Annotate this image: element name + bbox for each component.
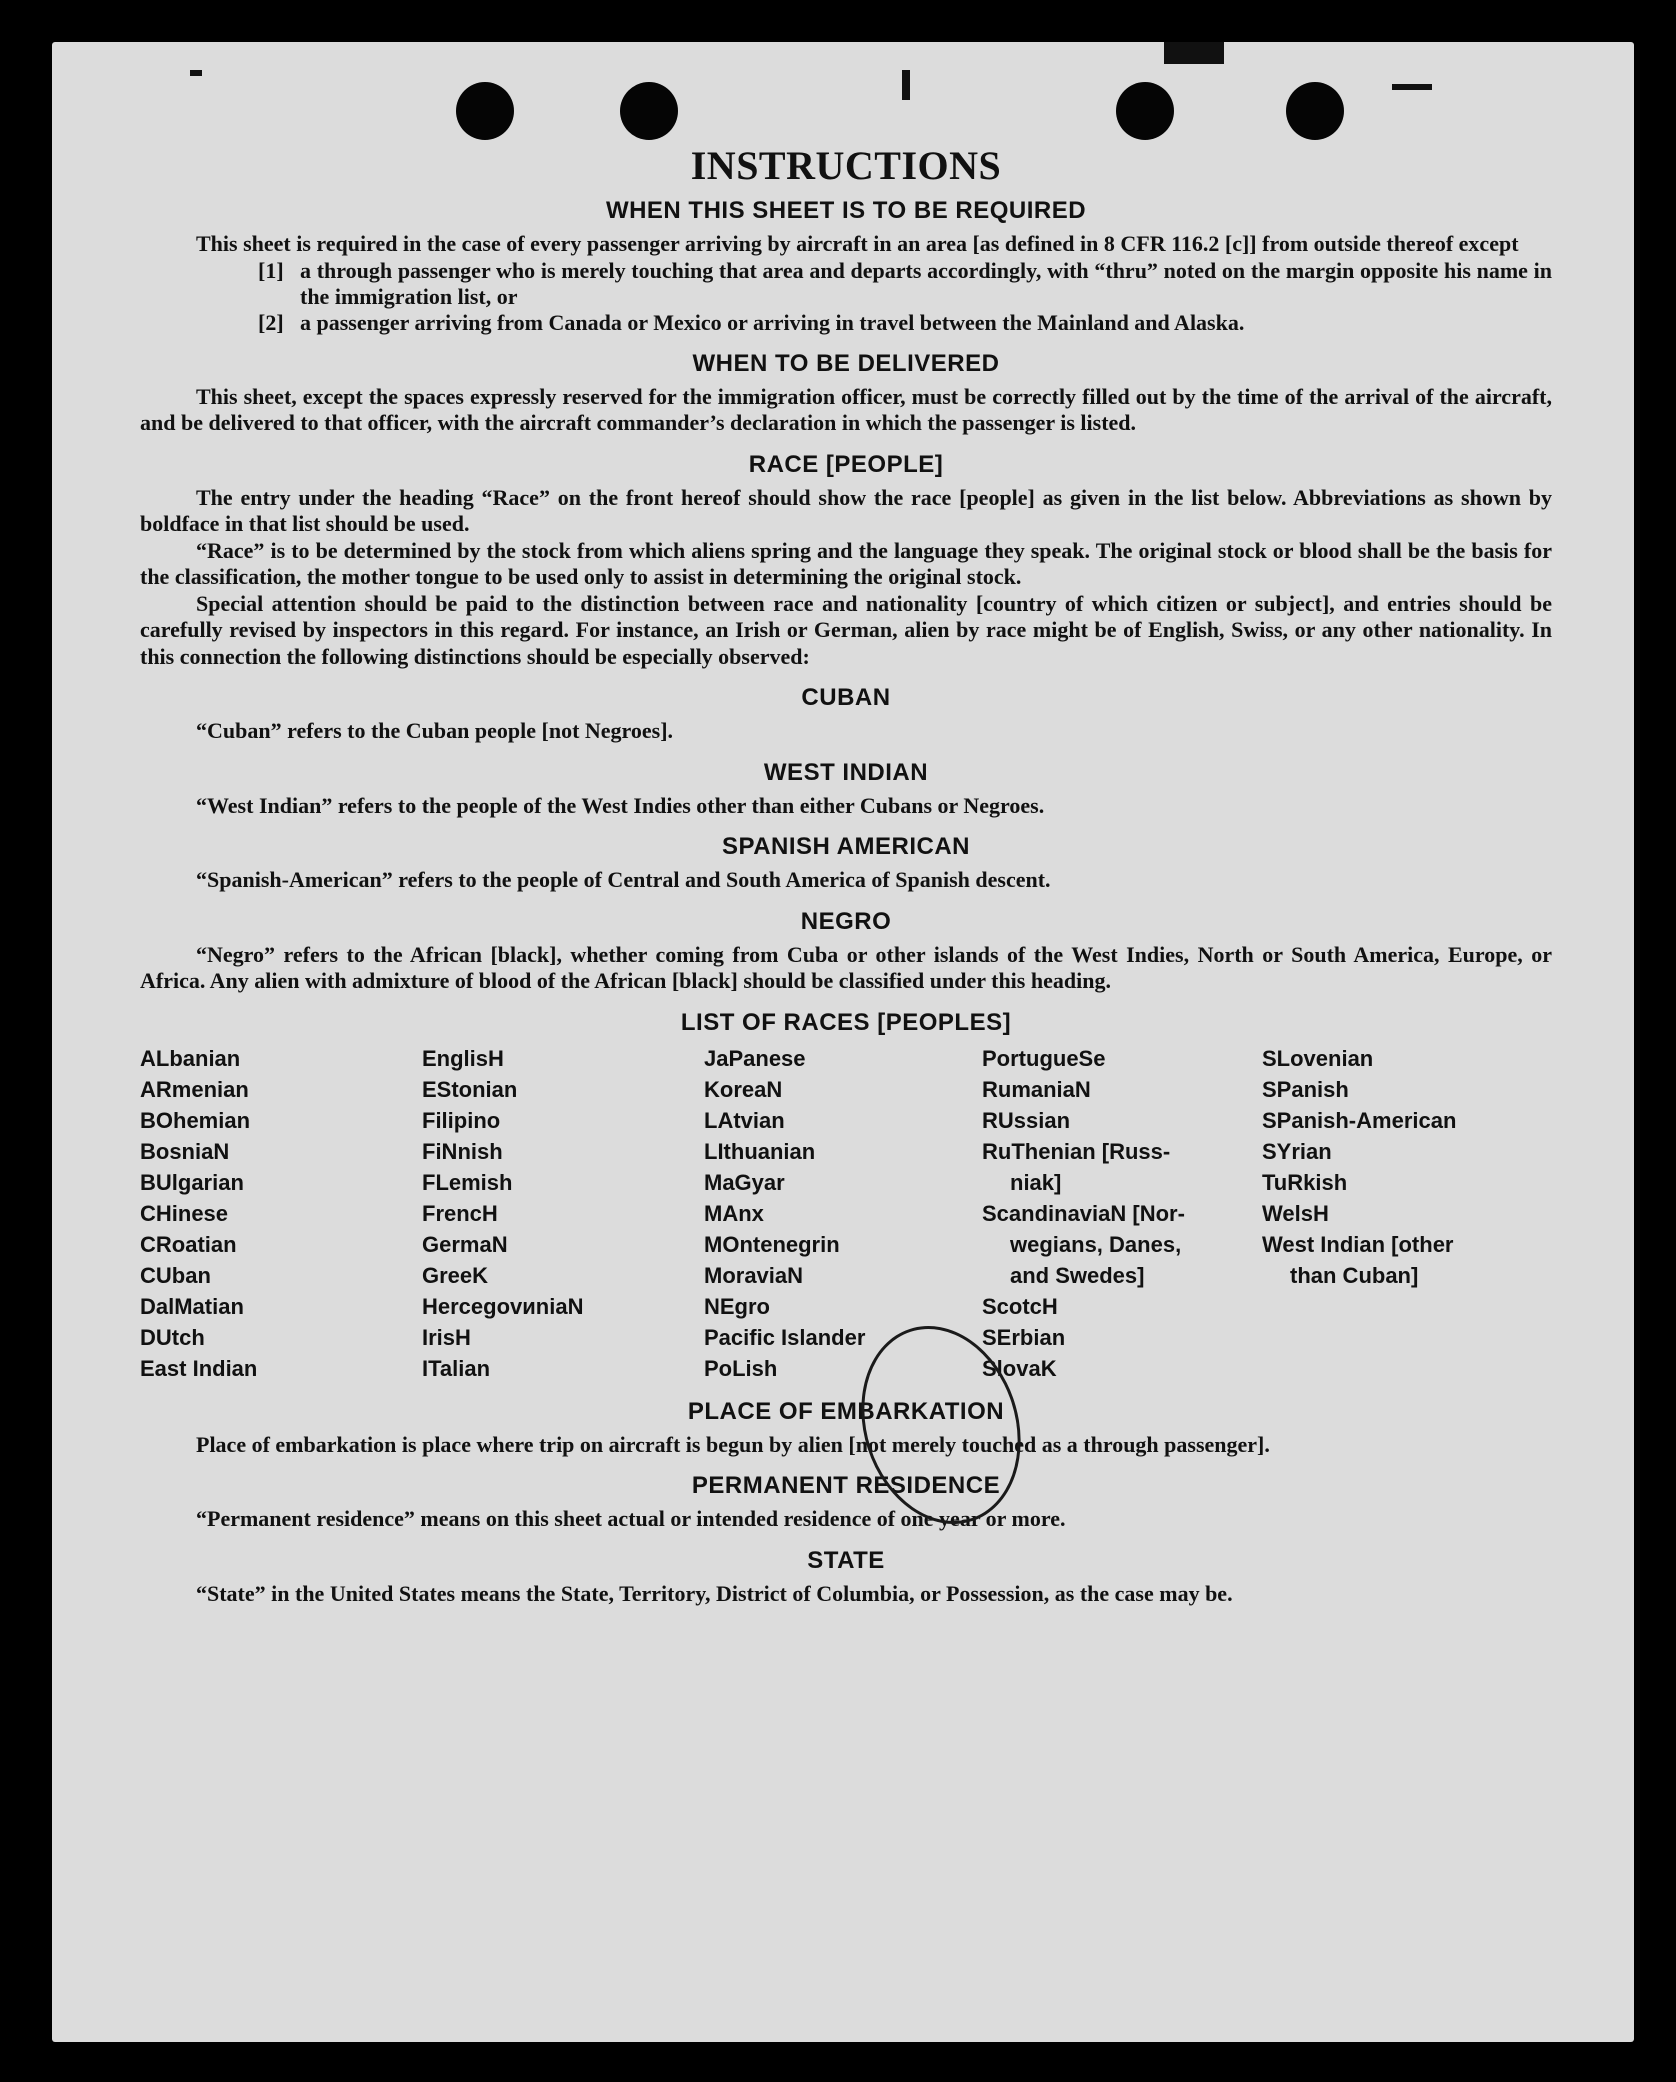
race-entry: than Cuban]	[1290, 1262, 1419, 1288]
race-column	[422, 1043, 704, 1384]
race-entry: MAnx	[704, 1200, 764, 1226]
race-entry: East Indian	[140, 1355, 258, 1381]
section-paragraph: Special attention should be paid to the distinction between race and nationality [country of which citizen or subject], and entries should be carefully revised by inspectors in this regard. For instance, an Irish or German, alien by race might be of English, Swiss, or any other nationality. In this connection the following distinctions should be especially observed:	[140, 590, 1552, 669]
race-entry: SLovenian	[1262, 1045, 1374, 1071]
race-entry: ITalian	[422, 1355, 491, 1381]
section	[140, 1398, 1552, 1459]
instruction-sections	[140, 197, 1552, 995]
race-entry: SlovaK	[982, 1355, 1057, 1381]
race-entry: wegians, Danes,	[1010, 1231, 1182, 1257]
race-entry: MoraviaN	[704, 1262, 804, 1288]
race-entry: HercegovиniaN	[422, 1293, 584, 1319]
race-entry: BOhemian	[140, 1107, 251, 1133]
race-entry: GreeK	[422, 1262, 489, 1288]
section-heading: WHEN TO BE DELIVERED	[692, 349, 1000, 377]
section-heading: NEGRO	[800, 907, 892, 935]
race-entry: GermaN	[422, 1231, 508, 1257]
race-entry: KoreaN	[704, 1076, 783, 1102]
race-entry: SPanish	[1262, 1076, 1349, 1102]
section-heading: PLACE OF EMBARKATION	[687, 1397, 1005, 1425]
section-paragraph: Place of embarkation is place where trip on aircraft is begun by alien [not merely touched as a through passenger].	[196, 1431, 1270, 1457]
race-entry: EnglisH	[422, 1045, 504, 1071]
page-title: INSTRUCTIONS	[690, 143, 1002, 188]
item-text: a passenger arriving from Canada or Mexico or arriving in travel between the Mainland and Alaska.	[300, 309, 1245, 335]
section-paragraph: “Permanent residence” means on this sheet actual or intended residence of one year or more.	[196, 1506, 1066, 1531]
race-entry: ScandinaviaN [Nor-	[982, 1200, 1185, 1226]
list-item	[140, 258, 1552, 310]
race-entry: CUban	[140, 1262, 211, 1288]
torn-edge	[1164, 42, 1224, 64]
race-entry: Filipino	[422, 1107, 501, 1133]
section-heading: CUBAN	[801, 684, 891, 711]
section-paragraph: This sheet, except the spaces expressly reserved for the immigration officer, must be correctly filled out by the time of the arrival of the aircraft, and be delivered to that officer, with the aircraft commander’s declaration in which the passenger is listed.	[140, 383, 1552, 435]
document-page	[52, 42, 1634, 2042]
race-entry: RumaniaN	[982, 1076, 1091, 1102]
race-entry: West Indian [other	[1262, 1231, 1454, 1257]
race-column	[140, 1043, 422, 1384]
race-entry: ScotcH	[982, 1293, 1058, 1319]
punch-hole	[456, 82, 514, 140]
section-paragraph: “State” in the United States means the State, Territory, District of Columbia, or Possession, as the case may be.	[196, 1580, 1233, 1606]
race-entry: LIthuanian	[704, 1138, 816, 1164]
section-heading: SPANISH AMERICAN	[721, 833, 970, 860]
race-entry: BUlgarian	[140, 1169, 244, 1195]
ink-speck	[190, 70, 202, 76]
race-column	[982, 1043, 1262, 1384]
list-item	[140, 310, 1552, 336]
section-heading: WHEN THIS SHEET IS TO BE REQUIRED	[605, 197, 1087, 224]
section-heading: RACE [PEOPLE]	[748, 450, 944, 478]
race-column	[1262, 1043, 1552, 1384]
item-text: a through passenger who is merely touching that area and departs accordingly, with “thru” noted on the margin opposite his name in the immigration list, or	[300, 257, 1552, 309]
section-paragraph: The entry under the heading “Race” on the front hereof should show the race [people] as given in the list below. Abbreviations as shown by boldface in that list should be used.	[140, 484, 1552, 536]
race-entry: WelsH	[1262, 1200, 1329, 1226]
section-paragraph: “Spanish-American” refers to the people of Central and South America of Spanish descent.	[196, 867, 1051, 892]
race-entry: CHinese	[140, 1200, 229, 1226]
section-paragraph: This sheet is required in the case of every passenger arriving by aircraft in an area [as defined in 8 CFR 116.2 [c]] from outside thereof except	[196, 231, 1519, 256]
race-entry: MaGyar	[704, 1169, 785, 1195]
punch-hole	[1116, 82, 1174, 140]
section	[140, 1547, 1552, 1608]
race-entry: FrencH	[422, 1200, 498, 1226]
race-entry: FLemish	[422, 1169, 513, 1195]
section	[140, 197, 1552, 336]
item-number: [2]	[258, 309, 284, 335]
section-heading: STATE	[807, 1546, 885, 1574]
race-entry: FiNnish	[422, 1138, 503, 1164]
item-number: [1]	[258, 257, 284, 283]
race-entry: TuRkish	[1262, 1169, 1348, 1195]
punch-hole	[620, 82, 678, 140]
race-entry: LAtvian	[704, 1107, 785, 1133]
race-entry: JaPanese	[704, 1045, 806, 1071]
race-entry: EStonian	[422, 1076, 518, 1102]
section-paragraph: “Race” is to be determined by the stock from which aliens spring and the language they speak. The original stock or blood shall be the basis for the classification, the mother tongue to be used only to assist in determining the original stock.	[140, 537, 1552, 589]
race-entry: BosniaN	[140, 1138, 230, 1164]
section	[140, 350, 1552, 437]
section-paragraph: “West Indian” refers to the people of the West Indies other than either Cubans or Negroes.	[196, 792, 1045, 818]
section	[140, 833, 1552, 894]
exception-list	[140, 258, 1552, 336]
race-entry: SYrian	[1262, 1138, 1332, 1164]
section-heading: WEST INDIAN	[763, 758, 929, 786]
section	[140, 759, 1552, 820]
ink-speck	[1392, 84, 1432, 90]
race-entry: RUssian	[982, 1107, 1071, 1133]
section-heading: PERMANENT RESIDENCE	[691, 1472, 1001, 1499]
punch-hole	[1286, 82, 1344, 140]
ink-speck	[902, 70, 910, 100]
race-entry: ALbanian	[140, 1045, 241, 1071]
section	[140, 684, 1552, 745]
closing-sections	[140, 1398, 1552, 1608]
races-heading: LIST OF RACES [PEOPLES]	[680, 1008, 1012, 1036]
section-paragraph: “Cuban” refers to the Cuban people [not Negroes].	[196, 718, 674, 743]
section	[140, 451, 1552, 671]
section	[140, 1472, 1552, 1533]
race-entry: IrisH	[422, 1324, 471, 1350]
section	[140, 908, 1552, 995]
race-list	[140, 1043, 1552, 1384]
race-entry: DalMatian	[140, 1293, 244, 1319]
section-paragraph: “Negro” refers to the African [black], whether coming from Cuba or other islands of the West Indies, North or South America, Europe, or Africa. Any alien with admixture of blood of the African [black] should be classified under this heading.	[140, 941, 1552, 993]
race-entry: MOntenegrin	[704, 1231, 840, 1257]
race-entry: niak]	[1010, 1169, 1062, 1195]
instructions-text	[140, 142, 1552, 1621]
race-entry: ARmenian	[140, 1076, 249, 1102]
race-entry: RuThenian [Russ-	[982, 1138, 1171, 1164]
race-entry: SErbian	[982, 1324, 1066, 1350]
race-entry: PortugueSe	[982, 1045, 1106, 1071]
race-entry: SPanish-American	[1262, 1107, 1457, 1133]
race-entry: and Swedes]	[1010, 1262, 1145, 1288]
race-entry: CRoatian	[140, 1231, 237, 1257]
race-entry: DUtch	[140, 1324, 205, 1350]
race-entry: PoLish	[704, 1355, 778, 1381]
race-entry: Pacific Islander	[704, 1324, 866, 1350]
race-entry: NEgro	[704, 1293, 770, 1319]
